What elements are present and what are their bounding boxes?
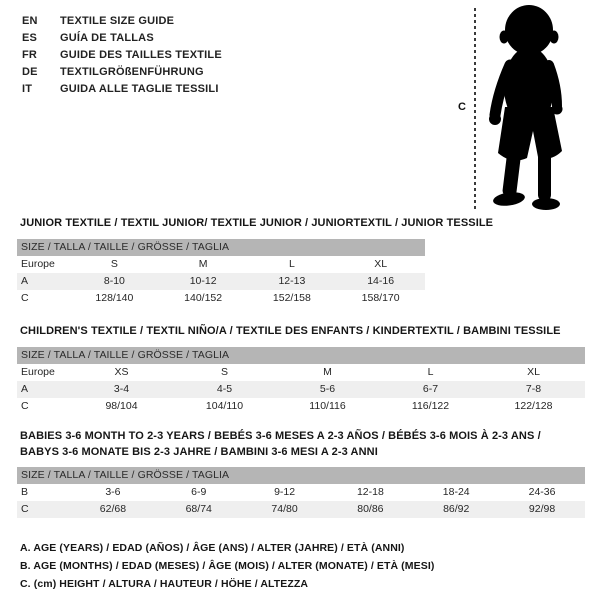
cell: 3-6 [105, 486, 121, 498]
cell: 128/140 [95, 292, 134, 304]
row-label: A [21, 383, 29, 395]
cell: 12-18 [356, 486, 384, 498]
footnote-a: A. AGE (YEARS) / EDAD (AÑOS) / ÂGE (ANS) / ALTER (JAHRE) / ETÀ (ANNI) [20, 542, 405, 554]
section-title-babies-line1: BABIES 3-6 MONTH TO 2-3 YEARS / BEBÉS 3-6 MESES A 2-3 AÑOS / BÉBÉS 3-6 MOIS À 2-3 ANS / [20, 430, 541, 442]
row-label: Europe [21, 366, 55, 378]
babies-size-table [17, 467, 585, 518]
cell: 24-36 [528, 486, 556, 498]
section-title-babies-line2: BABYS 3-6 MONATE BIS 2-3 JAHRE / BAMBINI 3-6 MESI A 2-3 ANNI [20, 446, 378, 458]
lang-code: IT [22, 83, 33, 95]
cell: 7-8 [525, 383, 542, 395]
cell: S [110, 258, 118, 270]
cell: 74/80 [271, 503, 298, 515]
lang-label: TEXTILE SIZE GUIDE [60, 15, 175, 27]
footnote-b: B. AGE (MONTHS) / EDAD (MESES) / ÂGE (MOIS) / ALTER (MONATE) / ETÀ (MESI) [20, 560, 435, 572]
cell: 6-7 [422, 383, 439, 395]
cell: S [220, 366, 228, 378]
footnote-c: C. (cm) HEIGHT / ALTURA / HAUTEUR / HÖHE / ALTEZZA [20, 578, 309, 590]
cell: XL [527, 366, 540, 378]
cell: 116/122 [411, 400, 450, 412]
junior-size-table [17, 239, 425, 307]
row-label: A [21, 275, 29, 287]
lang-row-it [22, 81, 222, 98]
table-row-b [17, 484, 585, 501]
cell: 6-9 [191, 486, 207, 498]
cell: 14-16 [367, 275, 395, 287]
table-row-c [17, 290, 425, 307]
lang-code: ES [22, 32, 38, 44]
size-header-bar: SIZE / TALLA / TAILLE / GRÖSSE / TAGLIA [17, 467, 585, 484]
cell: 5-6 [319, 383, 336, 395]
lang-code: DE [22, 66, 38, 78]
row-label: C [21, 292, 29, 304]
footnotes [20, 539, 434, 593]
cell: M [198, 258, 208, 270]
lang-row-fr [22, 47, 222, 64]
row-label: C [21, 400, 29, 412]
cell: 86/92 [443, 503, 470, 515]
size-header-bar: SIZE / TALLA / TAILLE / GRÖSSE / TAGLIA [17, 347, 585, 364]
row-label: Europe [21, 258, 55, 270]
cell: 104/110 [205, 400, 244, 412]
children-size-table [17, 347, 585, 415]
cell: M [323, 366, 332, 378]
row-label: B [21, 486, 29, 498]
lang-label: GUÍA DE TALLAS [60, 32, 154, 44]
lang-label: GUIDE DES TAILLES TEXTILE [60, 49, 222, 61]
lang-code: EN [22, 15, 38, 27]
lang-row-es [22, 30, 222, 47]
table-row-europe [17, 256, 425, 273]
language-header [22, 13, 222, 98]
section-title-children: CHILDREN'S TEXTILE / TEXTIL NIÑO/A / TEXTILE DES ENFANTS / KINDERTEXTIL / BAMBINI TESSILE [20, 325, 561, 337]
lang-label: GUIDA ALLE TAGLIE TESSILI [60, 83, 219, 95]
measure-c-label: C [458, 101, 466, 113]
cell: 92/98 [528, 503, 556, 515]
cell: 10-12 [189, 275, 217, 287]
cell: L [427, 366, 434, 378]
table-row-c [17, 501, 585, 518]
cell: 9-12 [274, 486, 296, 498]
cell: XL [374, 258, 388, 270]
cell: 3-4 [113, 383, 130, 395]
cell: L [288, 258, 295, 270]
lang-code: FR [22, 49, 38, 61]
table-row-a [17, 381, 585, 398]
cell: 98/104 [105, 400, 138, 412]
row-label: C [21, 503, 29, 515]
cell: 68/74 [185, 503, 212, 515]
baby-silhouette-icon [482, 3, 578, 211]
cell: XS [114, 366, 129, 378]
cell: 110/116 [309, 400, 346, 412]
cell: 12-13 [278, 275, 306, 287]
cell: 4-5 [216, 383, 233, 395]
section-title-junior: JUNIOR TEXTILE / TEXTIL JUNIOR/ TEXTILE JUNIOR / JUNIORTEXTIL / JUNIOR TESSILE [20, 217, 494, 229]
cell: 152/158 [272, 292, 311, 304]
lang-label: TEXTILGRÖßENFÜHRUNG [60, 66, 204, 78]
table-row-europe [17, 364, 585, 381]
cell: 80/86 [357, 503, 384, 515]
size-header-bar: SIZE / TALLA / TAILLE / GRÖSSE / TAGLIA [17, 239, 425, 256]
height-measure-dotted-line [474, 8, 476, 209]
cell: 62/68 [99, 503, 127, 515]
cell: 18-24 [442, 486, 470, 498]
lang-row-de [22, 64, 222, 81]
table-row-a [17, 273, 425, 290]
lang-row-en [22, 13, 222, 30]
cell: 158/170 [361, 292, 400, 304]
cell: 122/128 [514, 400, 553, 412]
cell: 140/152 [184, 292, 223, 304]
cell: 8-10 [103, 275, 125, 287]
table-row-c [17, 398, 585, 415]
